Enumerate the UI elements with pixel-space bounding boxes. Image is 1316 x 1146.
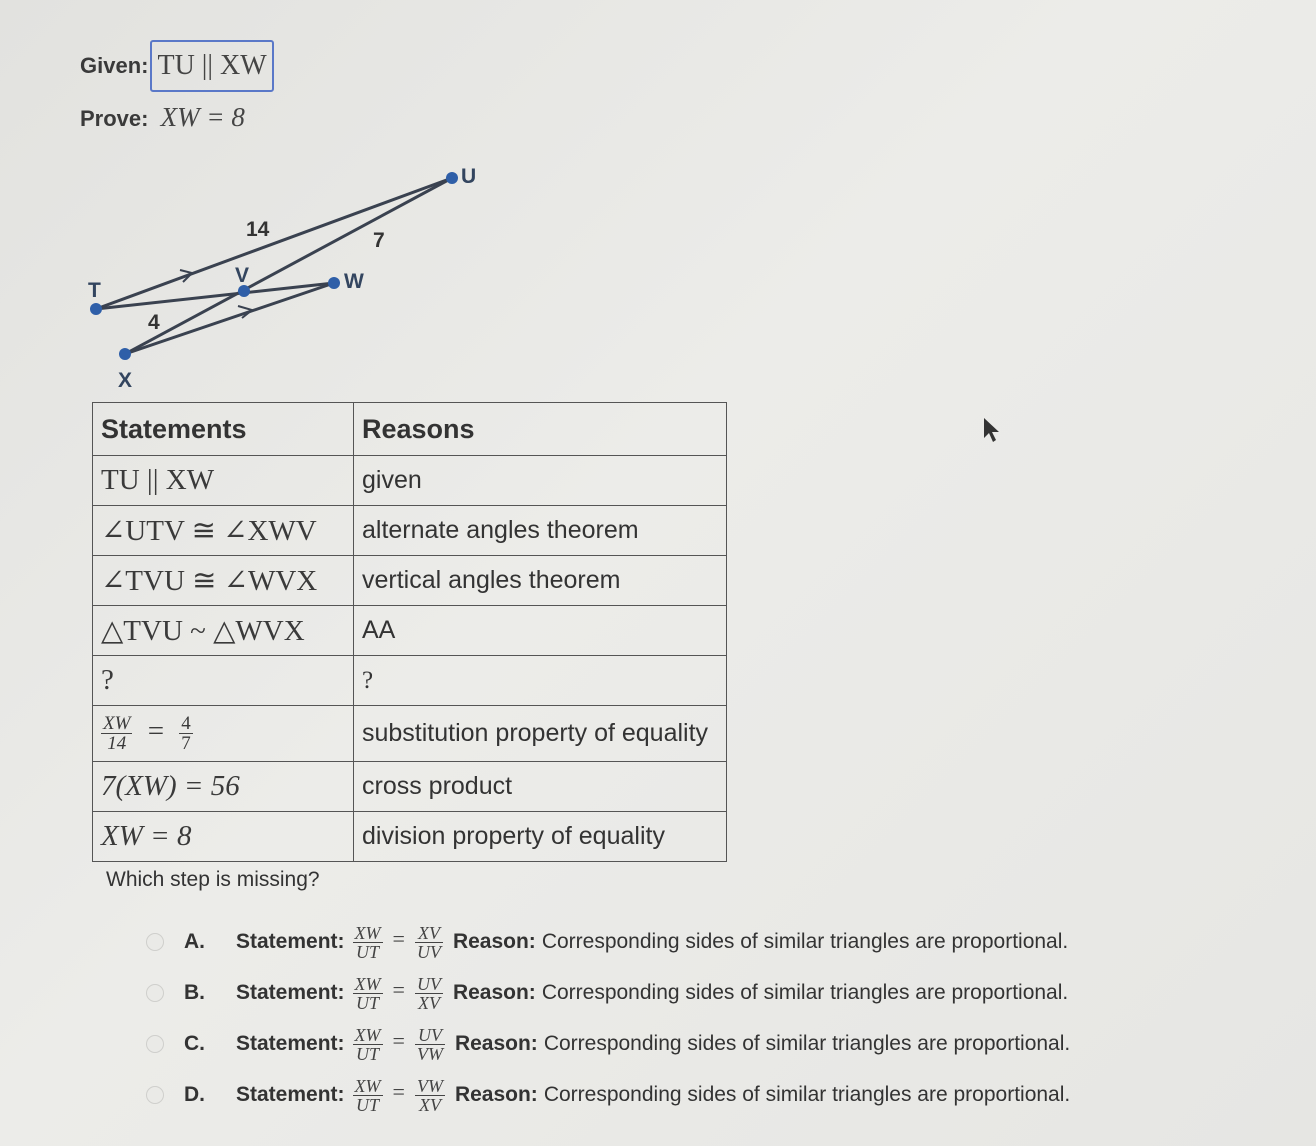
statement-cell: TU || XW <box>93 456 354 506</box>
option-c[interactable] <box>146 1024 1070 1064</box>
statement-cell: $\frac{XW}{14}$ = $\frac{4}{7}$ <box>93 706 354 762</box>
option-letter: B. <box>184 981 205 1004</box>
fraction-denominator: UV <box>416 941 441 962</box>
point-X <box>119 348 131 360</box>
table-row <box>93 606 727 656</box>
option-reason: Corresponding sides of similar triangles are proportional. <box>541 930 1069 953</box>
table-row <box>93 506 727 556</box>
fraction-numerator: UV <box>416 973 441 994</box>
option-reason: Corresponding sides of similar triangles are proportional. <box>541 981 1069 1004</box>
label-V: V <box>235 264 250 287</box>
given-label: Given: <box>80 53 149 78</box>
header-statements: Statements <box>93 403 354 456</box>
fraction-numerator: XW <box>103 713 131 734</box>
reason-label: Reason: <box>454 1032 538 1055</box>
option-reason: Corresponding sides of similar triangles are proportional. <box>543 1032 1071 1055</box>
fraction <box>101 714 132 753</box>
reason-label: Reason: <box>452 981 536 1004</box>
option-b[interactable] <box>146 973 1068 1013</box>
reason-label: Reason: <box>454 1083 538 1106</box>
fraction-numerator: XW <box>354 1075 381 1096</box>
fraction-denominator: VW <box>416 1043 443 1064</box>
fraction-denominator: 14 <box>107 733 127 754</box>
reason-cell: cross product <box>354 762 727 812</box>
geometry-diagram <box>0 0 520 400</box>
statement-label: Statement: <box>236 930 345 953</box>
option-reason: Corresponding sides of similar triangles are proportional. <box>543 1083 1071 1106</box>
radio-button[interactable] <box>146 984 164 1002</box>
fraction-denominator: UT <box>356 1043 380 1064</box>
label-X: X <box>118 369 133 392</box>
table-row-missing <box>93 656 727 706</box>
option-letter: A. <box>184 930 205 953</box>
table-row <box>93 556 727 606</box>
mouse-pointer-icon <box>982 416 1002 444</box>
proof-table <box>92 402 727 862</box>
fraction-denominator: XV <box>418 1094 441 1115</box>
missing-statement-cell: ? <box>93 656 354 706</box>
point-U <box>446 172 458 184</box>
radio-button[interactable] <box>146 1086 164 1104</box>
table-row <box>93 812 727 862</box>
reason-cell: division property of equality <box>354 812 727 862</box>
fraction-denominator: XV <box>417 992 440 1013</box>
length-TX: 4 <box>148 311 160 334</box>
fraction-numerator: UV <box>415 1026 445 1045</box>
fraction-denominator: UT <box>356 941 380 962</box>
table-row <box>93 762 727 812</box>
given-statement-text: TU || XW <box>157 50 267 81</box>
option-a[interactable] <box>146 922 1068 962</box>
statement-label: Statement: <box>236 1032 345 1055</box>
statement-label: Statement: <box>236 1083 345 1106</box>
point-W <box>328 277 340 289</box>
label-U: U <box>461 165 477 188</box>
radio-button[interactable] <box>146 1035 164 1053</box>
length-TU: 14 <box>246 218 270 241</box>
statement-cell: 7(XW) = 56 <box>93 762 354 812</box>
statement-cell: XW = 8 <box>93 812 354 862</box>
fraction-numerator: 4 <box>181 713 191 734</box>
statement-cell: ∠TVU ≅ ∠WVX <box>93 556 354 606</box>
missing-reason-cell: ? <box>354 656 727 706</box>
fraction-denominator: 7 <box>181 733 191 754</box>
fraction <box>179 714 193 753</box>
statement-cell: △TVU ~ △WVX <box>93 606 354 656</box>
fraction-numerator: XW <box>354 1024 381 1045</box>
reason-cell: alternate angles theorem <box>354 506 727 556</box>
fraction-numerator: XW <box>354 973 381 994</box>
option-equation: $\frac{XW}{UT}$ = $\frac{UV}{VW}$ <box>354 1024 443 1064</box>
label-T: T <box>88 279 101 302</box>
fraction-numerator: VW <box>416 1075 443 1096</box>
length-VU: 7 <box>373 229 385 252</box>
header-reasons: Reasons <box>354 403 727 456</box>
prove-statement: XW = 8 <box>160 102 245 132</box>
table-header-row <box>93 403 727 456</box>
option-letter: C. <box>184 1032 205 1055</box>
table-row <box>93 456 727 506</box>
option-letter: D. <box>184 1083 205 1106</box>
fraction-numerator: XV <box>415 924 443 943</box>
reason-cell: given <box>354 456 727 506</box>
option-equation: $\frac{XW}{UT}$ = $\frac{XV}{UV}$ <box>354 922 441 962</box>
option-d[interactable] <box>146 1075 1070 1115</box>
fraction-numerator: XW <box>354 922 381 943</box>
reason-cell: AA <box>354 606 727 656</box>
fraction-denominator: UT <box>356 992 380 1013</box>
point-T <box>90 303 102 315</box>
reason-cell: vertical angles theorem <box>354 556 727 606</box>
statement-label: Statement: <box>236 981 345 1004</box>
label-W: W <box>344 270 364 293</box>
option-equation: $\frac{XW}{UT}$ = $\frac{UV}{XV}$ <box>354 973 441 1013</box>
reason-cell: substitution property of equality <box>354 706 727 762</box>
question-text: Which step is missing? <box>106 868 320 891</box>
reason-label: Reason: <box>452 930 536 953</box>
segment-XU <box>125 178 452 354</box>
table-row <box>93 706 727 762</box>
radio-button[interactable] <box>146 933 164 951</box>
statement-cell: ∠UTV ≅ ∠XWV <box>93 506 354 556</box>
option-equation: $\frac{XW}{UT}$ = $\frac{VW}{XV}$ <box>354 1075 443 1115</box>
prove-label: Prove: <box>80 106 149 131</box>
fraction-denominator: UT <box>356 1094 380 1115</box>
